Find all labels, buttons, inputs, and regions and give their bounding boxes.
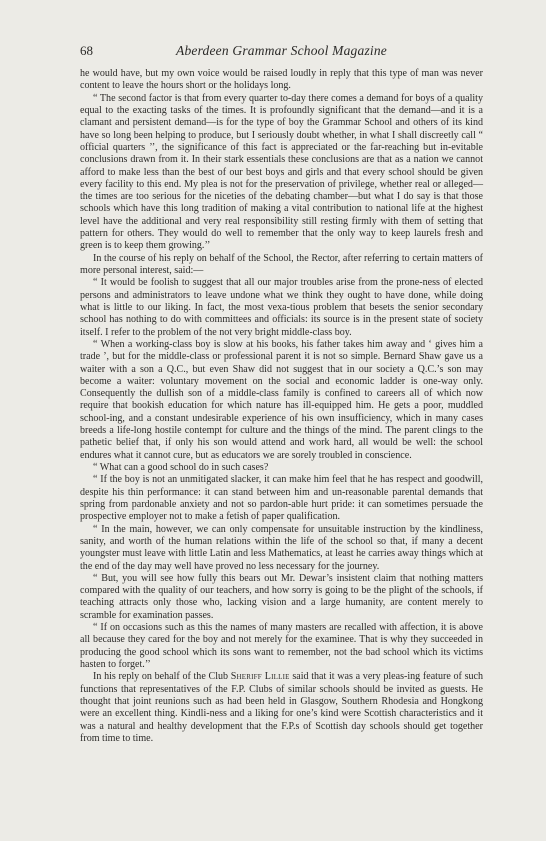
paragraph-club-reply [80, 671, 483, 745]
paragraph-working-class-boy: “ When a working-class boy is slow at his books, his father takes him away and ‘ gives him a trade ’, but for the middle-class or professional parent it is not so simple. Bernard Shaw gave us a waiter with a son a Q.C., but even Shaw did not suggest that in our society a Q.C.’s son may become a waiter: voluntary movement on the social and economic ladder is one-way only. Consequently the dullish son of a middle-class family is confined to careers all of which now require that bookish education for which nature has ill-equipped him. He gets a poor, muddled school-ing, and a constant undesirable experience of his own insufficiency, which in many cases breeds a life-long hostile contempt for culture and the things of the mind. The parent clings to the pathetic belief that, if only his son would attend and work hard, all would be well: the school endures what it cannot cure, but as educators we are sorely troubled in conscience. [80, 338, 483, 461]
paragraph-continuation: he would have, but my own voice would be raised loudly in reply that this type of man was never content to leave the hours short or the holidays long. [80, 68, 483, 92]
page-number: 68 [80, 43, 93, 58]
paragraph-in-the-main: “ In the main, however, we can only compensate for unsuitable instruction by the kindliness, sanity, and worth of the human relations within the life of the school so that, if many a decent youngster must leave with little Latin and less Mathematics, at least he carries away things which at the end of the day may well have proved no less necessary for the journey. [80, 523, 483, 572]
paragraph-quality-of-teachers: “ But, you will see how fully this bears out Mr. Dewar’s insistent claim that nothing matters compared with the quality of our teachers, and how sorry is going to be the plight of the schools, if teaching attracts only those who, lacking vision and a large humanity, are content merely to scramble for examination passes. [80, 572, 483, 621]
paragraph-unmitigated-slacker: “ If the boy is not an unmitigated slacker, it can make him feel that he has respect and goodwill, despite his thin performance: it can stand between him and un-reasonable parental demands that spring from pardonable anxiety and not so pardon-able hurt pride: it can sometimes persuade the prospective employer not to make a fetish of paper qualification. [80, 474, 483, 523]
running-head [80, 43, 483, 61]
speaker-name: Sheriff Lillie [230, 671, 290, 683]
article-body [80, 68, 483, 745]
paragraph-second-factor: “ The second factor is that from every quarter to-day there comes a demand for boys of a quality equal to the exacting tasks of the times. It is profoundly significant that the demand—and it is a clamant and persistent demand—is for the type of boy the Grammar School and others of its kind have so long been helping to produce, but I seriously doubt whether, in what I shall discreetly call “ official quarters ’’, the significance of this fact is appreciated or the far-reaching but in-evitable conclusions drawn from it. In their stark essentials these conclusions are that as a nation we cannot afford to make less than the best of our best boys and girls and that every school should be given every facility to this end. My plea is not for the preservation of privilege, whether real or alleged—the times are too serious for the niceties of the debating chamber—but what I do say is that those schools which have this long tradition of making a vital contribution to national life at the highest level have the additional and very real responsibility still resting firmly with them of setting that pattern for others. They would do well to remember that the only way to keep laurels fresh and green is to keep them growing.’’ [80, 92, 483, 252]
club-reply-rest: said that it was a very pleas-ing feature of such functions that representatives of the F.P. Clubs of similar schools should be invited as guests. He thought that joint reunions such as had been held in Glasgow, Southern Rhodesia and Hongkong were an excellent thing. Kindli-ness and a liking for one’s kind were Scottish characteristics and it was a natural and healthy development that the F.P.s of Scottish day schools should get together from time to time. [80, 671, 483, 744]
paragraph-question: “ What can a good school do in such cases? [93, 462, 269, 473]
magazine-title: Aberdeen Grammar School Magazine [176, 43, 387, 58]
paragraph-rector-reply: In the course of his reply on behalf of the School, the Rector, after referring to certain matters of more personal interest, said:— [80, 252, 483, 276]
paragraph-names-of-masters: “ If on occasions such as this the names of many masters are recalled with affection, it is above all because they cared for the boy and not merely for the examinee. That is why they succeeded in producing the good school which its sons want to remember, not the bad school which its victims hasten to forget.’’ [80, 622, 483, 670]
club-reply-lead: In his reply on behalf of the Club [93, 671, 231, 683]
paragraph-major-troubles: “ It would be foolish to suggest that all our major troubles arise from the prone-ness of elected persons and administrators to leave undone what we think they ought to have done, while doing what is little to our liking. In fact, the most vexa-tious problem that besets the senior secondary school has nothing to do with committees and officials: its source is in the present state of society itself. I refer to the problem of the not very bright middle-class boy. [80, 277, 483, 338]
